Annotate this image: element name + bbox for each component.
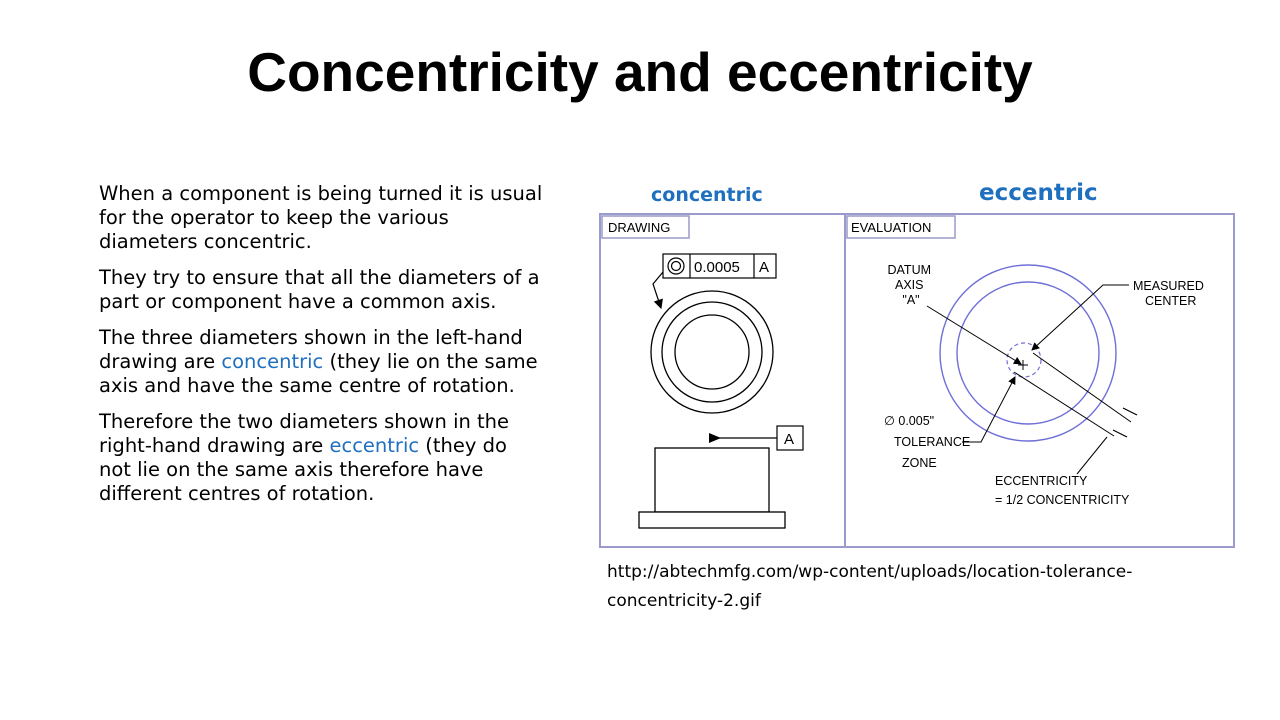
source-url[interactable]: http://abtechmfg.com/wp-content/uploads/location-tolerance-concentricity-2.gif: [607, 562, 1133, 611]
paragraph-2: They try to ensure that all the diameters of a part or component have a common axis.: [99, 266, 540, 313]
tolerance-zone-label: ∅ 0.005" TOLERANCE ZONE: [884, 414, 971, 470]
datum-axis-label: DATUM AXIS "A": [887, 263, 932, 307]
datum-reference: A: [759, 259, 770, 276]
drawing-tab-label: DRAWING: [608, 220, 671, 235]
evaluation-tab-label: EVALUATION: [851, 220, 932, 235]
part-body: [655, 448, 769, 512]
body-text: [99, 182, 544, 518]
concentricity-diagram: [597, 212, 1237, 550]
eccentric-label: eccentric: [979, 180, 1098, 206]
paragraph-3: [99, 326, 544, 398]
concentric-label: concentric: [651, 184, 763, 206]
part-flange: [639, 512, 785, 528]
paragraph-3-text-b: (they lie on the same axis and have the same centre of rotation.: [99, 350, 538, 397]
paragraph-3-text-a: The three diameters shown in the left-hand drawing are: [99, 326, 523, 373]
paragraph-4-text-a: Therefore the two diameters shown in the right-hand drawing are: [99, 410, 510, 457]
paragraph-4: [99, 410, 544, 506]
eccentric-highlight: eccentric: [329, 434, 420, 457]
eccentricity-label: ECCENTRICITY = 1/2 CONCENTRICITY: [995, 474, 1130, 507]
datum-box-label: A: [784, 431, 795, 448]
tolerance-value: 0.0005: [694, 259, 740, 276]
measured-center-label: MEASURED CENTER: [1133, 279, 1204, 308]
concentric-highlight: concentric: [221, 350, 324, 373]
slide-title: Concentricity and eccentricity: [247, 41, 1033, 103]
paragraph-4-text-b: (they do not lie on the same axis therefore have different centres of rotation.: [99, 434, 507, 505]
paragraph-1: When a component is being turned it is usual for the operator to keep the various diameters concentric.: [99, 182, 543, 253]
